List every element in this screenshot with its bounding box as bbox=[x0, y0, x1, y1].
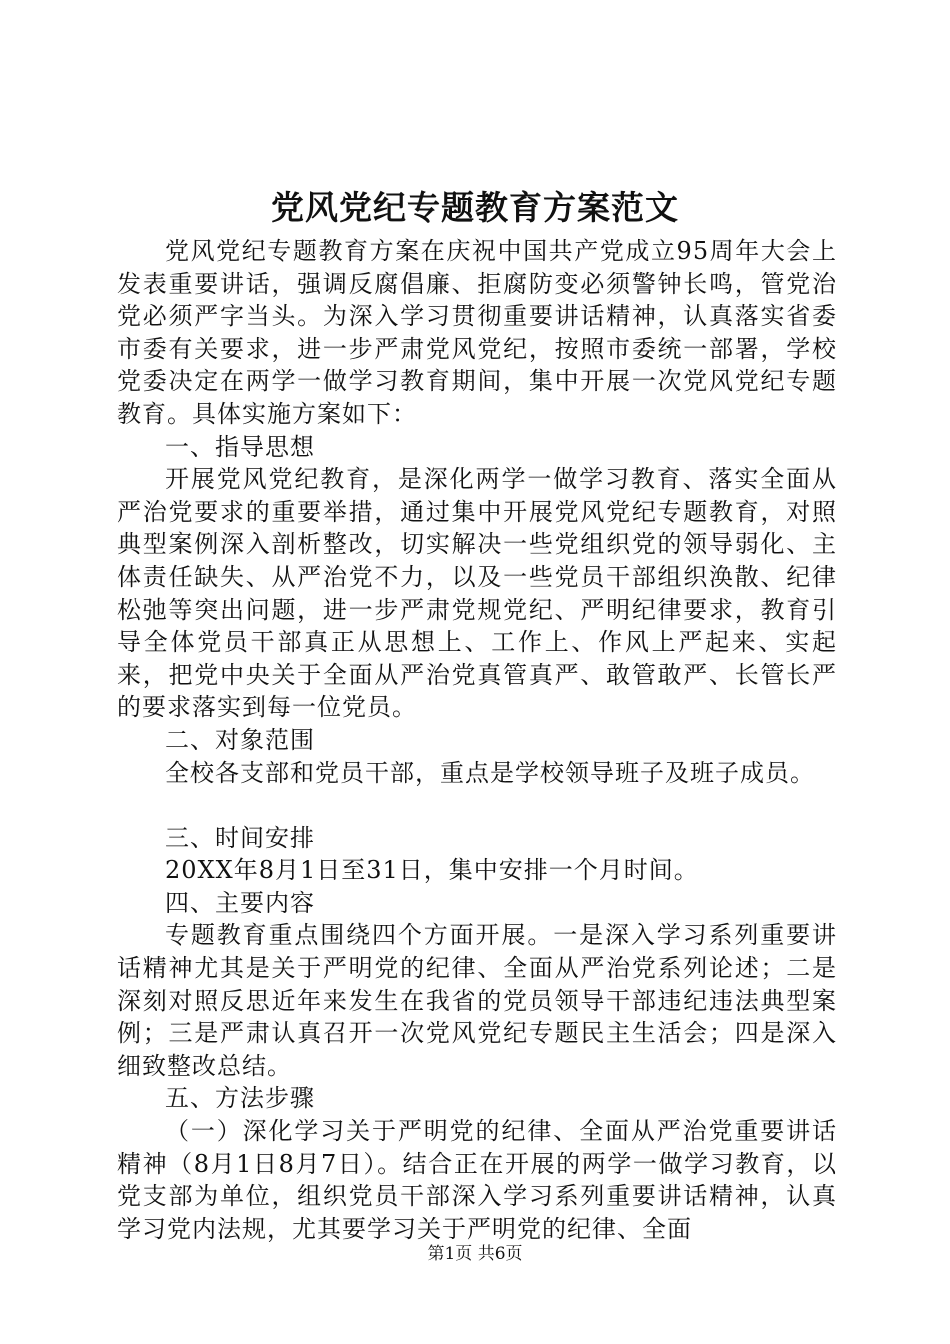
document-body bbox=[117, 235, 837, 1245]
page-footer: 第1页 共6页 bbox=[427, 1244, 523, 1264]
section-heading-scope: 二、对象范围 bbox=[165, 725, 315, 754]
section-heading-main-content: 四、主要内容 bbox=[165, 888, 315, 917]
section-heading-schedule: 三、时间安排 bbox=[165, 823, 315, 852]
guiding-ideology-paragraph: 开展党风党纪教育，是深化两学一做学习教育、落实全面从严治党要求的重要举措，通过集中开展党风党纪专题教育，对照典型案例深入剖析整改，切实解决一些党组织党的领导弱化、主体责任缺失、从严治党不力，以及一些党员干部组织涣散、纪律松弛等突出问题，进一步严肃党规党纪、严明纪律要求，教育引导全体党员干部真正从思想上、工作上、作风上严起来、实起来，把党中央关于全面从严治党真管真严、敢管敢严、长管长严的要求落实到每一位党员。 bbox=[117, 465, 837, 722]
main-content-paragraph: 专题教育重点围绕四个方面开展。一是深入学习系列重要讲话精神尤其是关于严明党的纪律、全面从严治党系列论述；二是深刻对照反思近年来发生在我省的党员领导干部违纪违法典型案例；三是严肃认真召开一次党风党纪专题民主生活会；四是深入细致整改总结。 bbox=[117, 921, 837, 1080]
methods-paragraph: （一）深化学习关于严明党的纪律、全面从严治党重要讲话精神（8月1日8月7日）。结合正在开展的两学一做学习教育，以党支部为单位，组织党员干部深入学习系列重要讲话精神，认真学习党内法规，尤其要学习关于严明党的纪律、全面 bbox=[117, 1117, 837, 1243]
schedule-paragraph: 20XX年8月1日至31日，集中安排一个月时间。 bbox=[165, 856, 699, 885]
intro-paragraph: 党风党纪专题教育方案在庆祝中国共产党成立95周年大会上发表重要讲话，强调反腐倡廉、拒腐防变必须警钟长鸣，管党治党必须严字当头。为深入学习贯彻重要讲话精神，认真落实省委市委有关要求，进一步严肃党风党纪，按照市委统一部署，学校党委决定在两学一做学习教育期间，集中开展一次党风党纪专题教育。具体实施方案如下： bbox=[117, 237, 837, 428]
document-title: 党风党纪专题教育方案范文 bbox=[271, 188, 679, 227]
section-heading-methods: 五、方法步骤 bbox=[165, 1084, 315, 1113]
section-heading-guiding-ideology: 一、指导思想 bbox=[165, 432, 315, 461]
scope-paragraph: 全校各支部和党员干部，重点是学校领导班子及班子成员。 bbox=[165, 758, 815, 787]
